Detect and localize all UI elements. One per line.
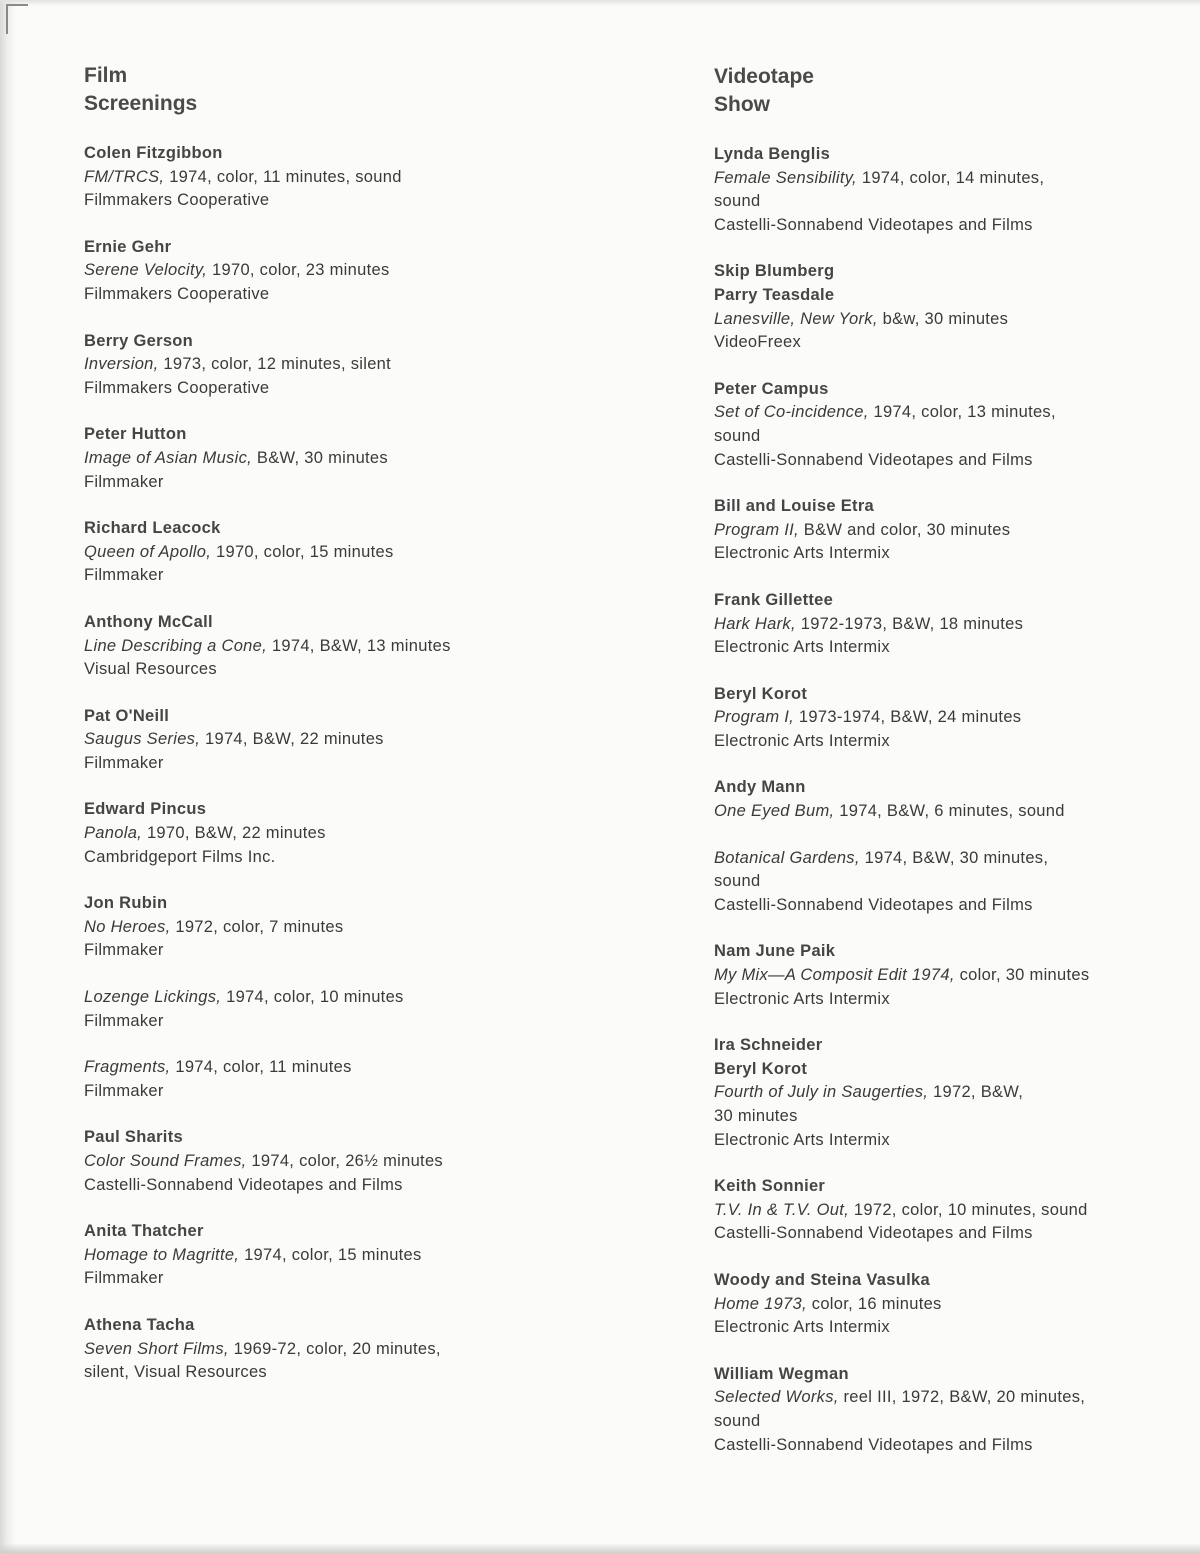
list-item	[714, 1175, 1154, 1246]
list-item	[84, 986, 604, 1033]
work-line	[84, 986, 604, 1010]
work-line	[714, 964, 1154, 988]
distributor: Castelli-Sonnabend Videotapes and Films	[714, 1435, 1033, 1454]
work-details: color, 30 minutes	[954, 966, 1090, 985]
work-details-cont: sound	[714, 872, 761, 891]
list-item	[84, 517, 604, 588]
work-details: 1974, B&W, 30 minutes,	[859, 848, 1049, 867]
artist-name: Nam June Paik	[714, 942, 836, 961]
distributor: Electronic Arts Intermix	[714, 1318, 890, 1337]
work-title: No Heroes,	[84, 917, 171, 936]
work-details: B&W, 30 minutes	[252, 448, 388, 467]
artist-name: Woody and Steina Vasulka	[714, 1270, 930, 1289]
distributor: Filmmaker	[84, 472, 164, 491]
work-line	[84, 728, 604, 752]
list-item	[84, 423, 604, 494]
distributor: Cambridgeport Films Inc.	[84, 847, 276, 866]
work-details: 1970, B&W, 22 minutes	[142, 824, 326, 843]
list-item	[714, 378, 1154, 472]
artist-name: Peter Hutton	[84, 425, 187, 444]
list-item	[714, 776, 1154, 823]
artist-name: Jon Rubin	[84, 894, 168, 913]
artist-name: Anita Thatcher	[84, 1222, 204, 1241]
work-title: Homage to Magritte,	[84, 1245, 240, 1264]
distributor: Castelli-Sonnabend Videotapes and Films	[714, 450, 1033, 469]
work-details: b&w, 30 minutes	[877, 309, 1009, 328]
work-line	[714, 308, 1154, 332]
distributor: Electronic Arts Intermix	[714, 731, 890, 750]
work-details: 1974, color, 11 minutes, sound	[164, 167, 402, 186]
work-line	[84, 822, 604, 846]
work-title: Queen of Apollo,	[84, 542, 212, 561]
artist-name: Richard Leacock	[84, 519, 221, 538]
work-details: B&W and color, 30 minutes	[798, 520, 1011, 539]
distributor: Castelli-Sonnabend Videotapes and Films	[714, 215, 1033, 234]
list-item	[714, 940, 1154, 1011]
list-item	[84, 611, 604, 682]
work-line	[714, 613, 1154, 637]
work-title: Line Describing a Cone,	[84, 636, 268, 655]
work-title: Fourth of July in Saugerties,	[714, 1083, 929, 1102]
work-details: 1974, color, 14 minutes,	[856, 168, 1045, 187]
distributor: VideoFreex	[714, 333, 802, 352]
artist-name: Anthony McCall	[84, 612, 213, 631]
page-edge-shadow	[0, 0, 16, 1553]
crop-mark	[6, 4, 28, 10]
work-details: 1974, B&W, 6 minutes, sound	[834, 802, 1065, 821]
artist-name: William Wegman	[714, 1364, 849, 1383]
section-heading	[714, 63, 1154, 119]
work-title: Lanesville, New York,	[714, 309, 878, 328]
work-details: 1969-72, color, 20 minutes,	[228, 1339, 441, 1358]
work-line	[84, 1338, 604, 1362]
work-title: Saugus Series,	[84, 730, 201, 749]
videotape-show-column	[714, 60, 1154, 1480]
work-line	[84, 166, 604, 190]
work-details: 1972, color, 10 minutes, sound	[849, 1200, 1088, 1219]
work-line	[714, 1293, 1154, 1317]
distributor: Filmmaker	[84, 1081, 164, 1100]
artist-name: Berry Gerson	[84, 331, 194, 350]
work-title: Home 1973,	[714, 1294, 807, 1313]
distributor: Visual Resources	[84, 660, 217, 679]
work-line	[714, 519, 1154, 543]
work-title: Image of Asian Music,	[84, 448, 253, 467]
artist-name: Colen Fitzgibbon	[84, 144, 223, 162]
work-title: Fragments,	[84, 1058, 171, 1077]
work-details: 1974, color, 10 minutes	[221, 988, 404, 1007]
artist-name: Pat O'Neill	[84, 706, 170, 725]
work-title: Female Sensibility,	[714, 168, 857, 187]
heading-line: Film	[84, 64, 128, 87]
work-title: Program I,	[714, 708, 795, 727]
artist-name: Beryl Korot	[714, 1059, 808, 1078]
heading-line: Show	[714, 93, 770, 116]
list-item	[84, 705, 604, 776]
work-details: 1974, color, 13 minutes,	[868, 403, 1056, 422]
distributor: Filmmaker	[84, 1011, 164, 1030]
distributor: Filmmakers Cooperative	[84, 378, 270, 397]
artist-name: Frank Gillettee	[714, 590, 834, 609]
artist-name: Keith Sonnier	[714, 1177, 826, 1196]
work-details: 1970, color, 15 minutes	[211, 542, 394, 561]
work-details: 1972, B&W,	[928, 1083, 1024, 1102]
distributor: silent, Visual Resources	[84, 1363, 267, 1382]
work-details: 1974, B&W, 22 minutes	[200, 730, 384, 749]
work-line	[714, 167, 1154, 191]
artist-name: Skip Blumberg	[714, 262, 835, 281]
work-title: T.V. In & T.V. Out,	[714, 1200, 850, 1219]
work-title: Hark Hark,	[714, 614, 796, 633]
distributor: Filmmaker	[84, 566, 164, 585]
list-item	[714, 847, 1154, 918]
work-line	[84, 541, 604, 565]
distributor: Castelli-Sonnabend Videotapes and Films	[84, 1175, 403, 1194]
artist-name: Athena Tacha	[84, 1315, 195, 1334]
work-line	[714, 1386, 1154, 1410]
distributor: Filmmaker	[84, 753, 164, 772]
work-details: 1972-1973, B&W, 18 minutes	[795, 614, 1024, 633]
work-line	[84, 447, 604, 471]
work-title: Seven Short Films,	[84, 1339, 229, 1358]
work-line	[714, 706, 1154, 730]
work-title: Inversion,	[84, 355, 159, 374]
work-line	[84, 1244, 604, 1268]
work-details: 1970, color, 23 minutes	[207, 261, 390, 280]
artist-name: Ernie Gehr	[84, 237, 172, 256]
list-item	[714, 683, 1154, 754]
work-line	[84, 916, 604, 940]
list-item	[84, 798, 604, 869]
artist-name: Edward Pincus	[84, 800, 207, 819]
list-item	[84, 1056, 604, 1103]
work-details: 1972, color, 7 minutes	[170, 917, 344, 936]
page-edge-top	[0, 0, 1200, 6]
list-item	[84, 330, 604, 401]
artist-name: Peter Campus	[714, 379, 829, 398]
section-heading	[84, 62, 604, 118]
list-item	[714, 589, 1154, 660]
distributor: Electronic Arts Intermix	[714, 989, 890, 1008]
artist-name: Lynda Benglis	[714, 145, 831, 163]
list-item	[714, 1269, 1154, 1340]
work-details-cont: sound	[714, 1411, 761, 1430]
heading-line: Screenings	[84, 92, 198, 115]
distributor: Electronic Arts Intermix	[714, 1130, 890, 1149]
list-item	[714, 143, 1154, 237]
work-line	[84, 1056, 604, 1080]
work-details-cont: sound	[714, 426, 761, 445]
artist-name: Paul Sharits	[84, 1128, 183, 1147]
distributor: Filmmakers Cooperative	[84, 284, 270, 303]
list-item	[84, 142, 604, 213]
work-line	[84, 1150, 604, 1174]
work-details-cont: 30 minutes	[714, 1107, 798, 1125]
work-title: Panola,	[84, 824, 143, 843]
work-title: FM/TRCS,	[84, 167, 165, 186]
work-details: 1973, color, 12 minutes, silent	[158, 355, 392, 374]
work-details-cont: sound	[714, 192, 761, 211]
work-details: 1974, color, 26½ minutes	[246, 1152, 443, 1170]
list-item	[84, 1126, 604, 1197]
artist-name: Beryl Korot	[714, 684, 808, 703]
work-title: Set of Co-incidence,	[714, 403, 869, 422]
work-title: My Mix—A Composit Edit 1974,	[714, 966, 955, 985]
work-details: 1973-1974, B&W, 24 minutes	[794, 708, 1022, 727]
artist-name: Ira Schneider	[714, 1036, 823, 1055]
work-line	[84, 259, 604, 283]
work-details: reel III, 1972, B&W, 20 minutes,	[838, 1388, 1086, 1407]
distributor: Filmmakers Cooperative	[84, 191, 270, 210]
work-title: Selected Works,	[714, 1388, 839, 1407]
distributor: Castelli-Sonnabend Videotapes and Films	[714, 895, 1033, 914]
list-item	[714, 495, 1154, 566]
work-title: Serene Velocity,	[84, 261, 208, 280]
page-edge-bottom	[0, 1543, 1200, 1553]
work-title: One Eyed Bum,	[714, 802, 835, 821]
work-title: Lozenge Lickings,	[84, 988, 222, 1007]
work-details: color, 16 minutes	[806, 1294, 942, 1313]
distributor: Castelli-Sonnabend Videotapes and Films	[714, 1224, 1033, 1243]
list-item	[84, 1220, 604, 1291]
distributor: Electronic Arts Intermix	[714, 638, 890, 657]
work-line	[714, 401, 1154, 425]
artist-name: Andy Mann	[714, 778, 806, 797]
work-line	[714, 800, 1154, 824]
work-details: 1974, B&W, 13 minutes	[267, 636, 451, 655]
artist-name: Parry Teasdale	[714, 285, 835, 304]
work-details: 1974, color, 11 minutes	[170, 1058, 352, 1077]
distributor: Filmmaker	[84, 941, 164, 960]
work-line	[714, 1081, 1154, 1105]
distributor: Filmmaker	[84, 1269, 164, 1288]
entry-list	[714, 143, 1154, 1457]
list-item	[84, 892, 604, 963]
list-item	[714, 1034, 1154, 1152]
list-item	[84, 236, 604, 307]
work-line	[714, 1199, 1154, 1223]
film-screenings-column	[84, 60, 604, 1408]
work-details: 1974, color, 15 minutes	[239, 1245, 422, 1264]
work-line	[84, 635, 604, 659]
distributor: Electronic Arts Intermix	[714, 544, 890, 563]
list-item	[714, 1363, 1154, 1457]
work-line	[84, 353, 604, 377]
list-item	[714, 260, 1154, 354]
work-title: Botanical Gardens,	[714, 848, 860, 867]
list-item	[84, 1314, 604, 1385]
artist-name: Bill and Louise Etra	[714, 497, 875, 516]
work-line	[714, 847, 1154, 871]
entry-list	[84, 142, 604, 1385]
work-title: Program II,	[714, 520, 799, 539]
heading-line: Videotape	[714, 65, 814, 88]
work-title: Color Sound Frames,	[84, 1152, 247, 1170]
